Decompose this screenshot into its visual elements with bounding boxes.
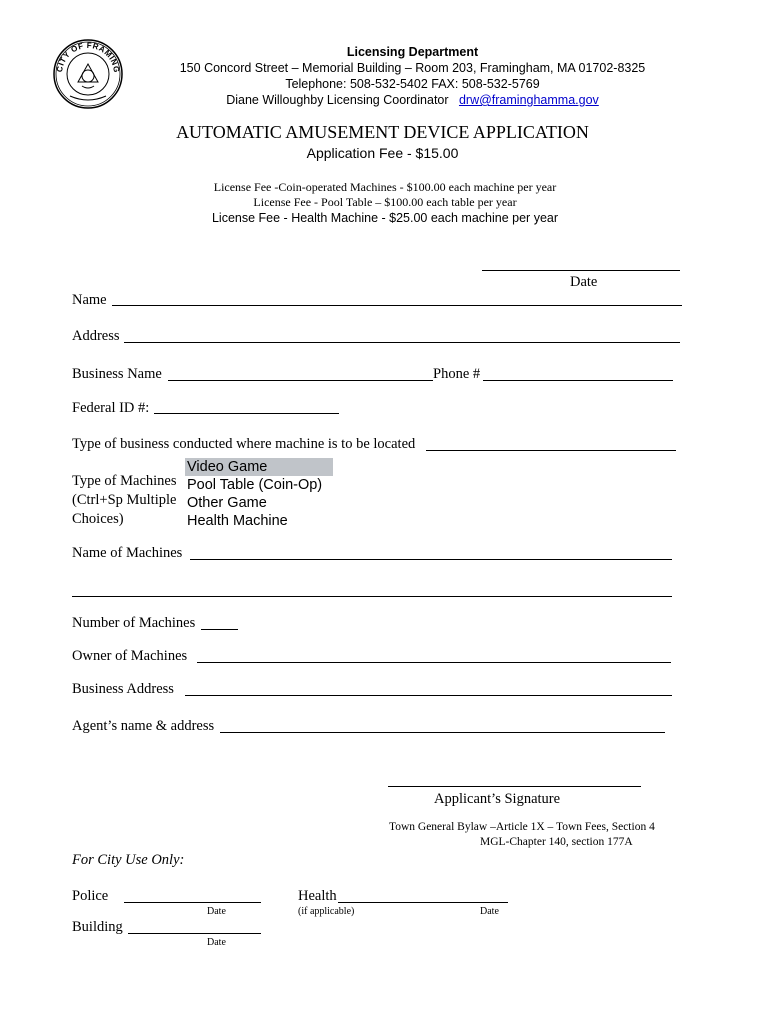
application-fee: Application Fee - $15.00 (306, 145, 459, 161)
agent-label: Agent’s name & address (72, 718, 215, 734)
coordinator-line (140, 92, 685, 108)
license-fee-pool: License Fee - Pool Table – $100.00 each table per year (253, 195, 517, 209)
business-name-label: Business Name (72, 366, 162, 382)
phone-label: Phone # (433, 366, 481, 382)
machine-names-field-2[interactable] (72, 596, 672, 597)
department-name: Licensing Department (346, 45, 479, 59)
machine-names-field[interactable] (190, 559, 672, 560)
machine-types-label (72, 472, 176, 529)
machine-types-listbox[interactable] (185, 458, 333, 530)
bylaw-line-1: Town General Bylaw –Article 1X – Town Fees, Section 4 (389, 821, 655, 833)
federal-id-label: Federal ID #: (72, 400, 150, 416)
federal-id-field[interactable] (154, 413, 339, 414)
date-line[interactable] (482, 270, 680, 271)
coordinator-name: Diane Willoughby Licensing Coordinator (226, 93, 449, 107)
signature-label: Applicant’s Signature (434, 791, 561, 807)
machine-types-label-line3: Choices) (72, 511, 124, 527)
svg-text:CITY OF FRAMINGHAM: CITY OF FRAMING (54, 40, 122, 74)
building-date-label: Date (207, 937, 226, 948)
police-field[interactable] (124, 902, 261, 903)
license-fee-coin: License Fee -Coin-operated Machines - $100.00 each machine per year (213, 180, 557, 194)
machine-names-label: Name of Machines (72, 545, 183, 561)
name-field[interactable] (112, 305, 682, 306)
business-type-label: Type of business conducted where machine is to be located (72, 436, 416, 452)
police-label: Police (72, 888, 109, 904)
license-fees (100, 180, 670, 227)
building-label: Building (72, 919, 123, 935)
signature-line[interactable] (388, 786, 641, 787)
business-address-field[interactable] (185, 695, 672, 696)
machine-option-other-game[interactable]: Other Game (187, 495, 267, 511)
health-field[interactable] (338, 902, 508, 903)
machine-count-field[interactable] (201, 629, 238, 630)
business-address-label: Business Address (72, 681, 174, 697)
agent-field[interactable] (220, 732, 665, 733)
building-field[interactable] (128, 933, 261, 934)
phone-field[interactable] (483, 380, 673, 381)
date-label: Date (570, 274, 598, 290)
machine-types-label-line2: (Ctrl+Sp Multiple (72, 492, 177, 508)
department-address: 150 Concord Street – Memorial Building – Room 203, Framingham, MA 01702-8325 (179, 61, 646, 75)
business-type-field[interactable] (426, 450, 676, 451)
license-fee-health: License Fee - Health Machine - $25.00 each machine per year (211, 211, 559, 225)
health-label: Health (298, 888, 337, 904)
machine-count-label: Number of Machines (72, 615, 196, 631)
address-field[interactable] (124, 342, 680, 343)
name-label: Name (72, 292, 107, 308)
address-label: Address (72, 328, 120, 344)
business-name-field[interactable] (168, 380, 433, 381)
machine-option-health-machine[interactable]: Health Machine (187, 513, 288, 529)
city-use-heading: For City Use Only: (72, 852, 185, 868)
city-seal-logo (52, 38, 124, 110)
machine-option-pool-table[interactable]: Pool Table (Coin-Op) (187, 477, 323, 493)
machine-option-video-game[interactable]: Video Game (185, 458, 333, 476)
letterhead (140, 44, 685, 108)
owner-field[interactable] (197, 662, 671, 663)
health-if-applicable: (if applicable) (298, 906, 355, 917)
machine-types-label-line1: Type of Machines (72, 473, 177, 489)
department-phone-fax: Telephone: 508-532-5402 FAX: 508-532-5769 (285, 77, 540, 91)
coordinator-email-link[interactable]: drw@framinghamma.gov (458, 93, 599, 107)
owner-label: Owner of Machines (72, 648, 188, 664)
police-date-label: Date (207, 906, 226, 917)
health-date-label: Date (480, 906, 499, 917)
bylaw-line-2: MGL-Chapter 140, section 177A (480, 836, 633, 848)
form-title: AUTOMATIC AMUSEMENT DEVICE APPLICATION (176, 122, 589, 142)
